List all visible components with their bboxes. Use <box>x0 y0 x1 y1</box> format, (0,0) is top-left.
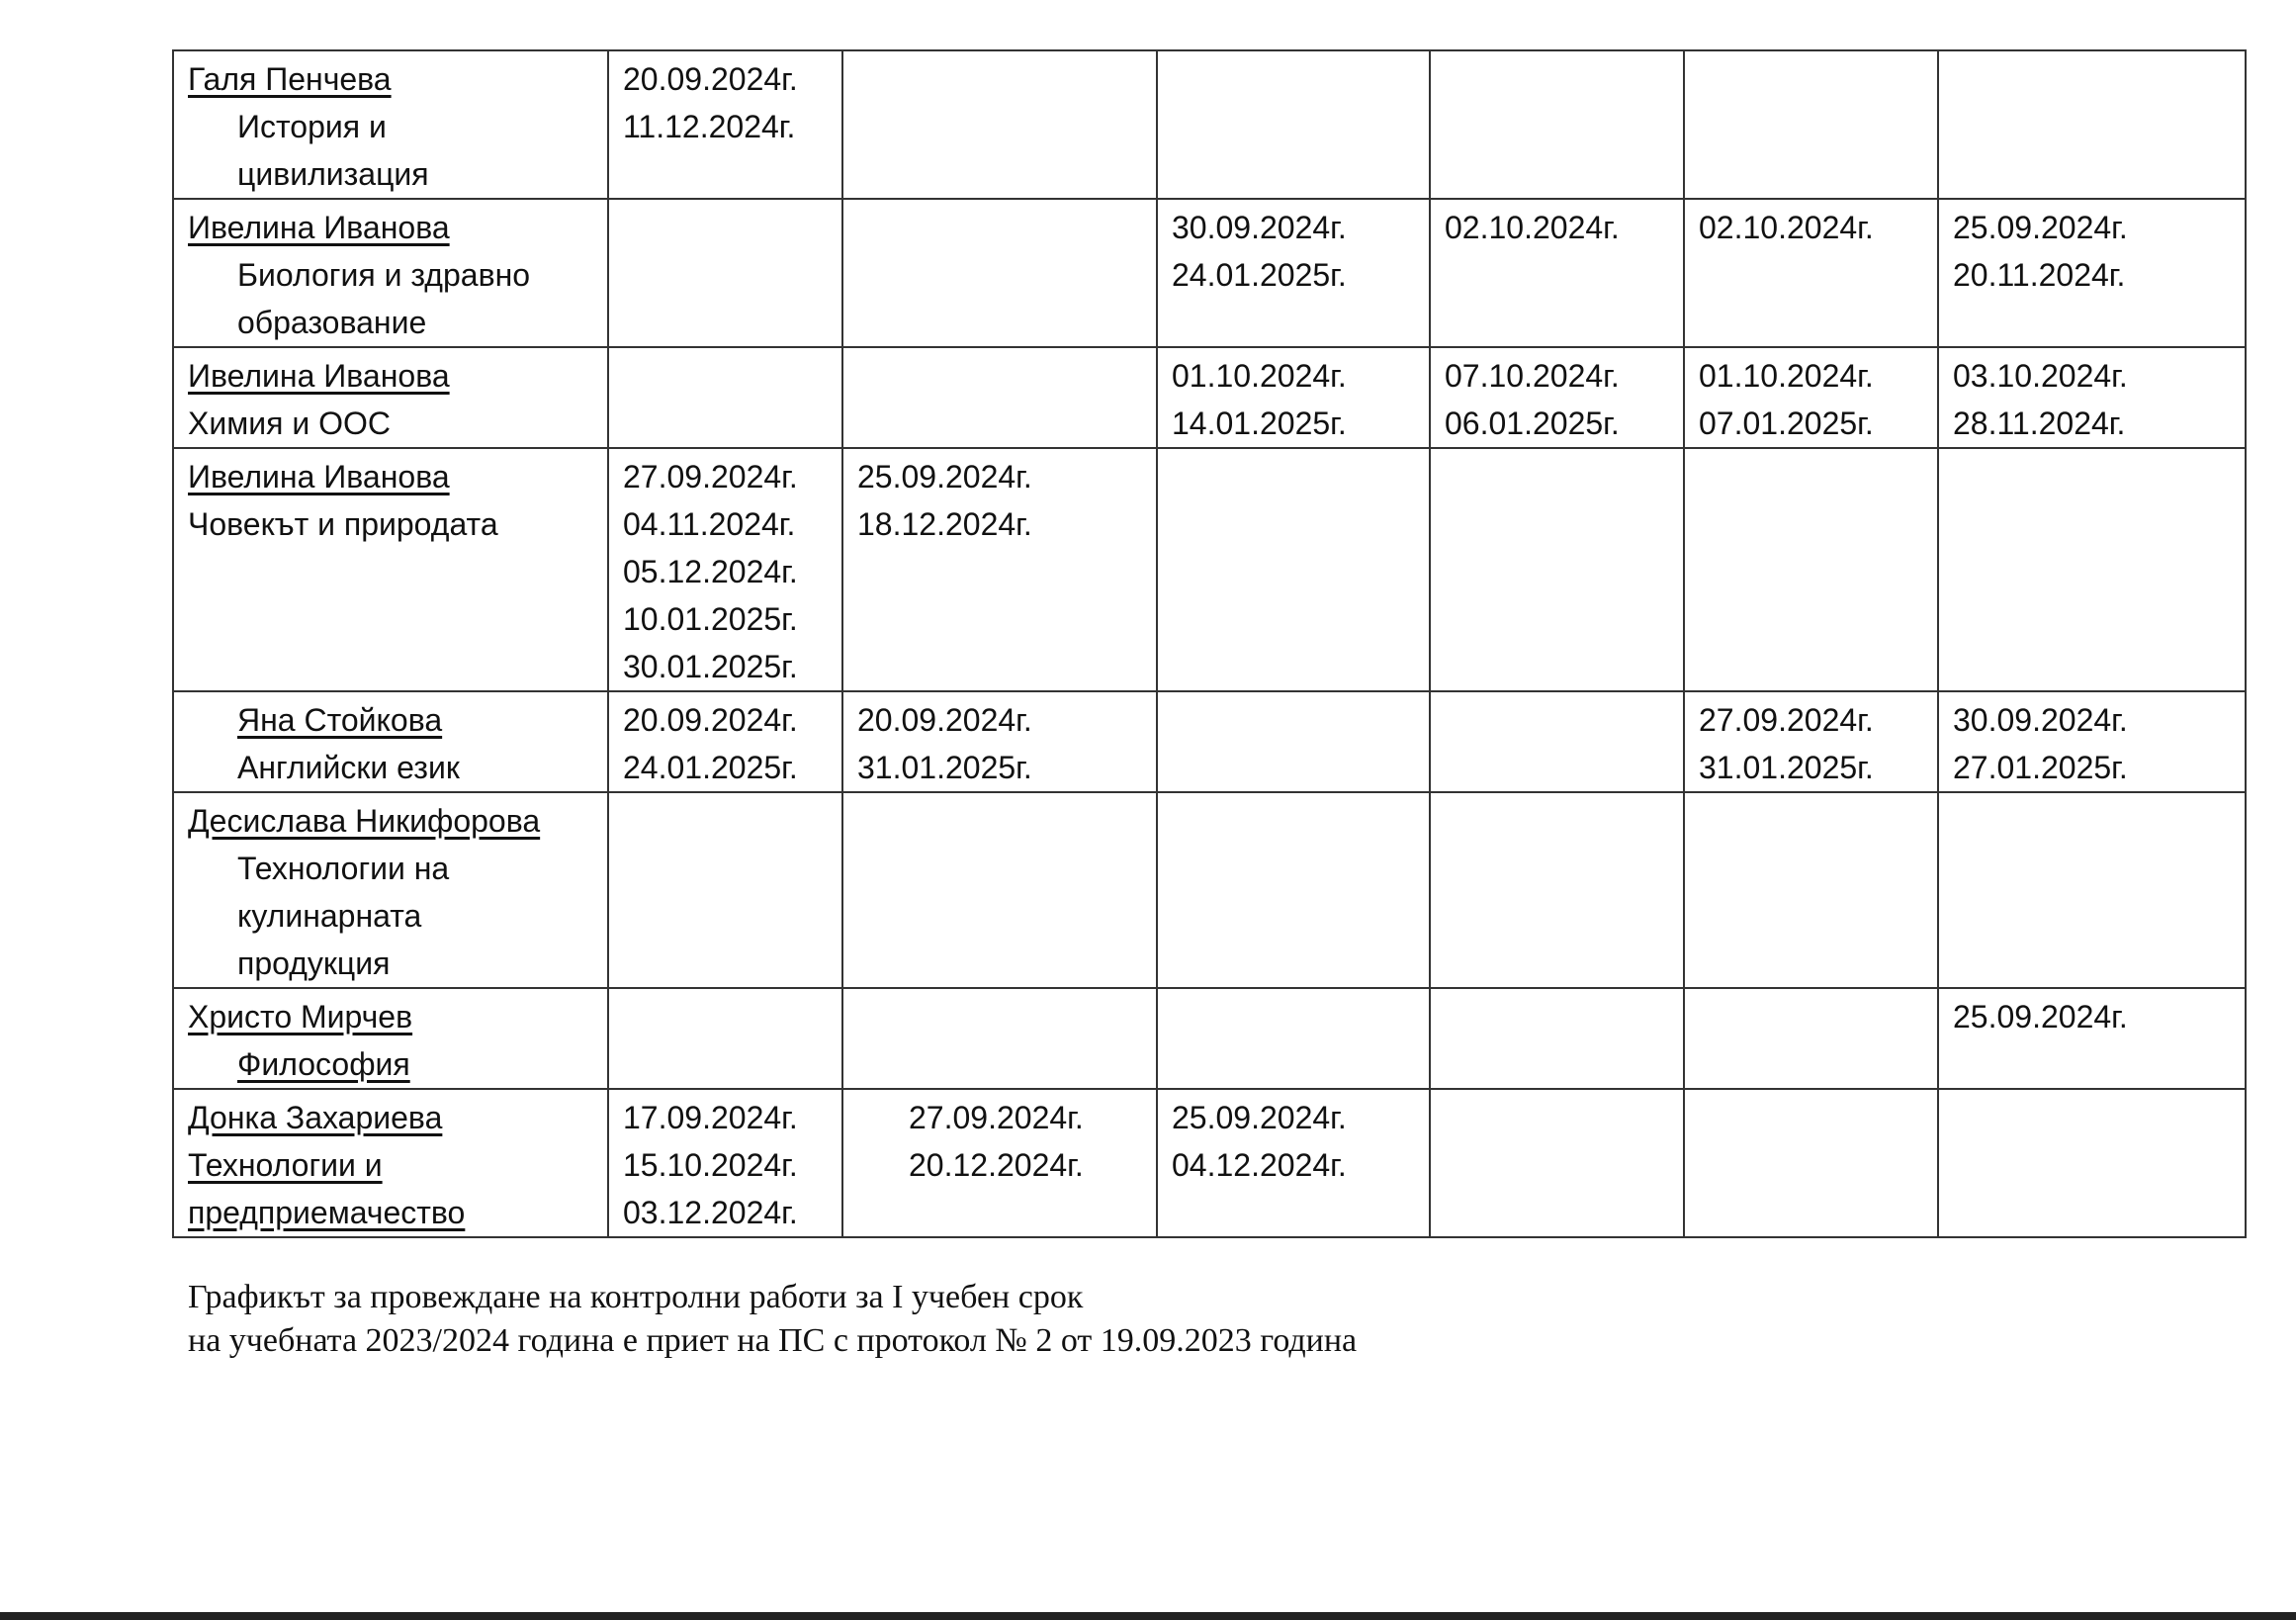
date-value: 20.09.2024г. <box>857 702 1032 738</box>
date-value: 20.11.2024г. <box>1953 257 2126 293</box>
date-value: 24.01.2025г. <box>1172 257 1347 293</box>
teacher-cell <box>173 1089 608 1237</box>
teacher-name: Ивелина Иванова <box>188 459 450 495</box>
table-row <box>173 448 2246 691</box>
teacher-name: Ивелина Иванова <box>188 210 450 245</box>
subject-line: Английски език <box>237 750 460 785</box>
date-value: 03.12.2024г. <box>623 1195 798 1230</box>
date-value: 11.12.2024г. <box>623 109 796 144</box>
date-value: 31.01.2025г. <box>857 750 1032 785</box>
date-cell <box>1157 50 1430 199</box>
date-value: 04.12.2024г. <box>1172 1147 1347 1183</box>
date-cell <box>1938 347 2246 448</box>
date-value: 01.10.2024г. <box>1699 358 1874 394</box>
date-cell <box>1684 347 1938 448</box>
date-cell <box>1938 448 2246 691</box>
date-value: 30.09.2024г. <box>1172 210 1347 245</box>
date-cell <box>1430 199 1684 347</box>
date-cell <box>1938 691 2246 792</box>
table-row <box>173 1089 2246 1237</box>
date-cell <box>1684 50 1938 199</box>
date-cell <box>608 199 842 347</box>
date-cell <box>842 1089 1157 1237</box>
date-value: 20.09.2024г. <box>623 702 798 738</box>
date-value: 15.10.2024г. <box>623 1147 798 1183</box>
date-value: 27.09.2024г. <box>623 459 798 495</box>
date-cell <box>1430 347 1684 448</box>
date-cell <box>1938 988 2246 1089</box>
date-cell <box>1938 1089 2246 1237</box>
date-value: 07.01.2025г. <box>1699 405 1874 441</box>
date-value: 02.10.2024г. <box>1699 210 1874 245</box>
date-cell <box>1157 199 1430 347</box>
date-value: 27.09.2024г. <box>1699 702 1874 738</box>
table-row <box>173 691 2246 792</box>
date-value: 25.09.2024г. <box>1172 1100 1347 1135</box>
teacher-cell <box>173 988 608 1089</box>
date-cell <box>1157 448 1430 691</box>
teacher-name: Яна Стойкова <box>237 702 443 738</box>
date-cell <box>1157 988 1430 1089</box>
date-value: 18.12.2024г. <box>857 506 1032 542</box>
date-value: 27.09.2024г. <box>909 1100 1084 1135</box>
table-row <box>173 199 2246 347</box>
date-cell <box>842 199 1157 347</box>
subject-line: кулинарната <box>237 898 422 934</box>
teacher-cell <box>173 691 608 792</box>
scan-border <box>0 1612 2296 1620</box>
date-cell <box>842 988 1157 1089</box>
test-schedule-table <box>172 49 2247 1238</box>
date-value: 20.09.2024г. <box>623 61 798 97</box>
teacher-name: Ивелина Иванова <box>188 358 450 394</box>
date-value: 25.09.2024г. <box>857 459 1032 495</box>
table-row <box>173 792 2246 988</box>
subject-line: продукция <box>237 945 391 981</box>
date-value: 30.01.2025г. <box>623 649 798 684</box>
approval-note-line: на учебната 2023/2024 година е приет на ПС с протокол № 2 от 19.09.2023 година <box>188 1322 1358 1359</box>
subject-line: Човекът и природата <box>188 506 498 542</box>
date-cell <box>1684 448 1938 691</box>
subject-line: Философия <box>237 1046 410 1082</box>
date-cell <box>608 50 842 199</box>
date-cell <box>1684 792 1938 988</box>
subject-line: образование <box>237 305 427 340</box>
teacher-name: Десислава Никифорова <box>188 803 541 839</box>
approval-note-line: Графикът за провеждане на контролни работи за I учебен срок <box>188 1279 1084 1315</box>
date-value: 25.09.2024г. <box>1953 999 2128 1035</box>
teacher-cell <box>173 792 608 988</box>
date-cell <box>842 792 1157 988</box>
date-cell <box>1430 691 1684 792</box>
date-cell <box>842 448 1157 691</box>
teacher-cell <box>173 50 608 199</box>
date-value: 01.10.2024г. <box>1172 358 1347 394</box>
date-cell <box>608 347 842 448</box>
date-value: 02.10.2024г. <box>1445 210 1620 245</box>
date-cell <box>1938 792 2246 988</box>
date-value: 10.01.2025г. <box>623 601 798 637</box>
date-cell <box>842 347 1157 448</box>
date-cell <box>608 691 842 792</box>
date-cell <box>1157 792 1430 988</box>
date-value: 28.11.2024г. <box>1953 405 2126 441</box>
date-cell <box>608 1089 842 1237</box>
date-cell <box>1430 1089 1684 1237</box>
approval-note <box>188 1276 1357 1363</box>
date-value: 14.01.2025г. <box>1172 405 1347 441</box>
date-value: 27.01.2025г. <box>1953 750 2128 785</box>
date-cell <box>1684 988 1938 1089</box>
teacher-cell <box>173 448 608 691</box>
teacher-cell <box>173 347 608 448</box>
date-cell <box>1938 50 2246 199</box>
date-cell <box>1157 1089 1430 1237</box>
date-value: 05.12.2024г. <box>623 554 798 589</box>
date-value: 30.09.2024г. <box>1953 702 2128 738</box>
date-cell <box>1430 792 1684 988</box>
subject-line: цивилизация <box>237 156 429 192</box>
date-value: 06.01.2025г. <box>1445 405 1620 441</box>
date-cell <box>1157 691 1430 792</box>
subject-line: Химия и ООС <box>188 405 391 441</box>
date-cell <box>608 448 842 691</box>
date-cell <box>1684 1089 1938 1237</box>
subject-line: Технологии и <box>188 1147 383 1183</box>
date-cell <box>1430 988 1684 1089</box>
date-value: 20.12.2024г. <box>909 1147 1084 1183</box>
date-cell <box>842 50 1157 199</box>
date-cell <box>1430 50 1684 199</box>
date-cell <box>1938 199 2246 347</box>
teacher-name: Галя Пенчева <box>188 61 392 97</box>
date-cell <box>608 792 842 988</box>
date-value: 31.01.2025г. <box>1699 750 1874 785</box>
table-row <box>173 50 2246 199</box>
date-cell <box>1684 691 1938 792</box>
date-value: 07.10.2024г. <box>1445 358 1620 394</box>
date-value: 24.01.2025г. <box>623 750 798 785</box>
teacher-name: Донка Захариева <box>188 1100 443 1135</box>
teacher-name: Христо Мирчев <box>188 999 413 1035</box>
table-row <box>173 988 2246 1089</box>
subject-line: История и <box>237 109 387 144</box>
table-row <box>173 347 2246 448</box>
subject-line: Технологии на <box>237 851 450 886</box>
date-value: 25.09.2024г. <box>1953 210 2128 245</box>
date-value: 04.11.2024г. <box>623 506 796 542</box>
date-value: 03.10.2024г. <box>1953 358 2128 394</box>
date-cell <box>1684 199 1938 347</box>
date-value: 17.09.2024г. <box>623 1100 798 1135</box>
subject-line: Биология и здравно <box>237 257 531 293</box>
date-cell <box>842 691 1157 792</box>
teacher-cell <box>173 199 608 347</box>
date-cell <box>1157 347 1430 448</box>
subject-line: предприемачество <box>188 1195 466 1230</box>
date-cell <box>608 988 842 1089</box>
date-cell <box>1430 448 1684 691</box>
